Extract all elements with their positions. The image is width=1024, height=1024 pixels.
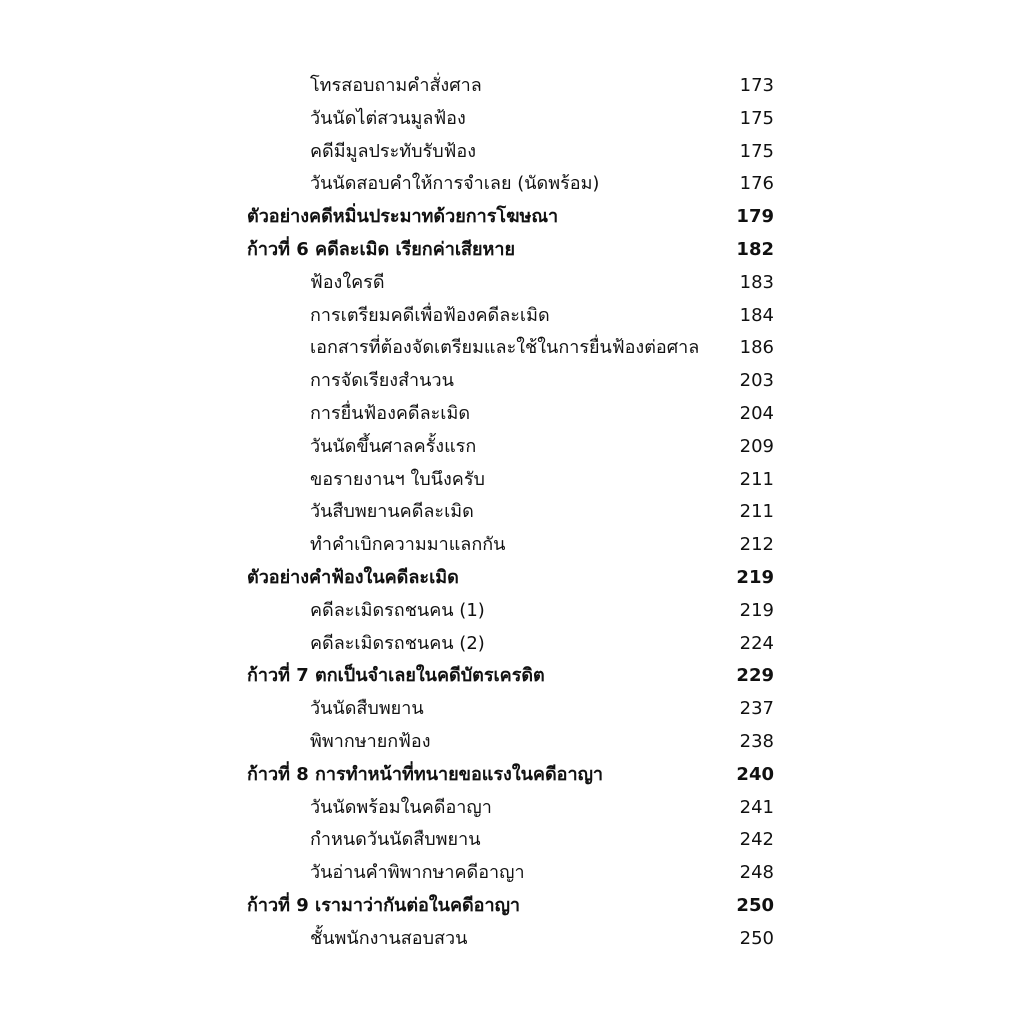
toc-entry — [0, 824, 1024, 857]
toc-section-heading — [0, 759, 1024, 792]
toc-entry — [0, 792, 1024, 825]
toc-entry — [0, 70, 1024, 103]
toc-entry-title: วันอ่านคำพิพากษาคดีอาญา — [310, 862, 525, 884]
toc-entry-title: วันนัดไต่สวนมูลฟ้อง — [310, 107, 466, 129]
toc-entry — [0, 168, 1024, 201]
toc-entry — [0, 103, 1024, 136]
toc-entry — [0, 398, 1024, 431]
toc-section-heading — [0, 890, 1024, 923]
toc-entry-title: ก้าวที่ 9 เรามาว่ากันต่อในคดีอาญา — [247, 894, 521, 916]
toc-entry-page-number: 248 — [739, 862, 774, 884]
toc-entry-page-number: 238 — [739, 730, 774, 752]
toc-entry-title: วันนัดสอบคำให้การจำเลย (นัดพร้อม) — [310, 173, 600, 195]
toc-entry-title: วันนัดพร้อมในคดีอาญา — [310, 796, 492, 818]
toc-entry — [0, 595, 1024, 628]
toc-entry-page-number: 240 — [736, 763, 774, 785]
toc-entry — [0, 496, 1024, 529]
toc-entry-title: คดีละเมิดรถชนคน (2) — [310, 632, 485, 654]
toc-entry-page-number: 175 — [739, 107, 774, 129]
toc-entry-page-number: 203 — [739, 370, 774, 392]
toc-entry-page-number: 242 — [739, 829, 774, 851]
toc-entry-page-number: 209 — [739, 435, 774, 457]
toc-entry-title: กำหนดวันนัดสืบพยาน — [310, 829, 481, 851]
toc-entry-page-number: 176 — [739, 173, 774, 195]
toc-entry-page-number: 179 — [736, 206, 774, 228]
toc-entry-title: คดีละเมิดรถชนคน (1) — [310, 599, 485, 621]
toc-entry-page-number: 211 — [739, 501, 774, 523]
toc-entry-title: ทำคำเบิกความมาแลกกัน — [310, 534, 506, 556]
toc-entry — [0, 365, 1024, 398]
toc-entry-page-number: 175 — [739, 140, 774, 162]
toc-entry — [0, 529, 1024, 562]
toc-entry-title: ชั้นพนักงานสอบสวน — [310, 927, 468, 949]
toc-entry — [0, 464, 1024, 497]
toc-entry-page-number: 237 — [739, 698, 774, 720]
toc-entry-title: วันนัดสืบพยาน — [310, 698, 424, 720]
toc-entry — [0, 726, 1024, 759]
toc-entry-title: ฟ้องใครดี — [310, 271, 385, 293]
toc-entry-title: โทรสอบถามคำสั่งศาล — [310, 75, 482, 96]
toc-entry-title: การเตรียมคดีเพื่อฟ้องคดีละเมิด — [310, 304, 550, 326]
toc-entry — [0, 857, 1024, 890]
toc-entry-page-number: 212 — [739, 534, 774, 556]
toc-entry-title: ก้าวที่ 7 ตกเป็นจำเลยในคดีบัตรเครดิต — [247, 665, 545, 687]
toc-entry-page-number: 219 — [736, 566, 774, 588]
toc-entry-page-number: 241 — [739, 796, 774, 818]
toc-entry-title: ก้าวที่ 8 การทำหน้าที่ทนายขอแรงในคดีอาญา — [247, 763, 604, 785]
toc-entry-title: เอกสารที่ต้องจัดเตรียมและใช้ในการยื่นฟ้องต่อศาล — [310, 337, 700, 359]
toc-section-heading — [0, 562, 1024, 595]
toc-entry-page-number: 250 — [736, 894, 774, 916]
toc-entry-page-number: 183 — [739, 271, 774, 293]
toc-entry-page-number: 229 — [736, 665, 774, 687]
toc-section-heading — [0, 234, 1024, 267]
toc-entry-page-number: 186 — [739, 337, 774, 359]
toc-entry-title: พิพากษายกฟ้อง — [310, 730, 431, 752]
toc-entry — [0, 267, 1024, 300]
toc-entry — [0, 628, 1024, 661]
toc-entry-page-number: 182 — [736, 238, 774, 260]
toc-entry-page-number: 250 — [739, 927, 774, 949]
toc-entry-title: ตัวอย่างคดีหมิ่นประมาทด้วยการโฆษณา — [247, 206, 559, 228]
toc-entry-title: วันนัดขึ้นศาลครั้งแรก — [310, 435, 477, 457]
toc-entry-title: วันสืบพยานคดีละเมิด — [310, 501, 474, 523]
toc-entry — [0, 300, 1024, 333]
toc-entry-title: การยื่นฟ้องคดีละเมิด — [310, 402, 471, 424]
toc-entry-page-number: 224 — [739, 632, 774, 654]
toc-entry — [0, 136, 1024, 169]
toc-entry — [0, 923, 1024, 956]
toc-entry — [0, 332, 1024, 365]
toc-section-heading — [0, 660, 1024, 693]
toc-entry-page-number: 211 — [739, 468, 774, 490]
toc-entry-title: ก้าวที่ 6 คดีละเมิด เรียกค่าเสียหาย — [247, 238, 516, 260]
toc-entry-page-number: 219 — [739, 599, 774, 621]
toc-entry-page-number: 204 — [739, 402, 774, 424]
toc-entry-page-number: 173 — [739, 75, 774, 96]
toc-section-heading — [0, 201, 1024, 234]
toc-entry-title: ขอรายงานฯ ใบนึงครับ — [310, 468, 485, 490]
toc-entry-title: การจัดเรียงสำนวน — [310, 370, 454, 392]
toc-entry-page-number: 184 — [739, 304, 774, 326]
toc-entry — [0, 693, 1024, 726]
toc-entry-title: ตัวอย่างคำฟ้องในคดีละเมิด — [247, 566, 459, 588]
table-of-contents — [0, 70, 1024, 956]
toc-entry — [0, 431, 1024, 464]
toc-entry-title: คดีมีมูลประทับรับฟ้อง — [310, 140, 476, 162]
